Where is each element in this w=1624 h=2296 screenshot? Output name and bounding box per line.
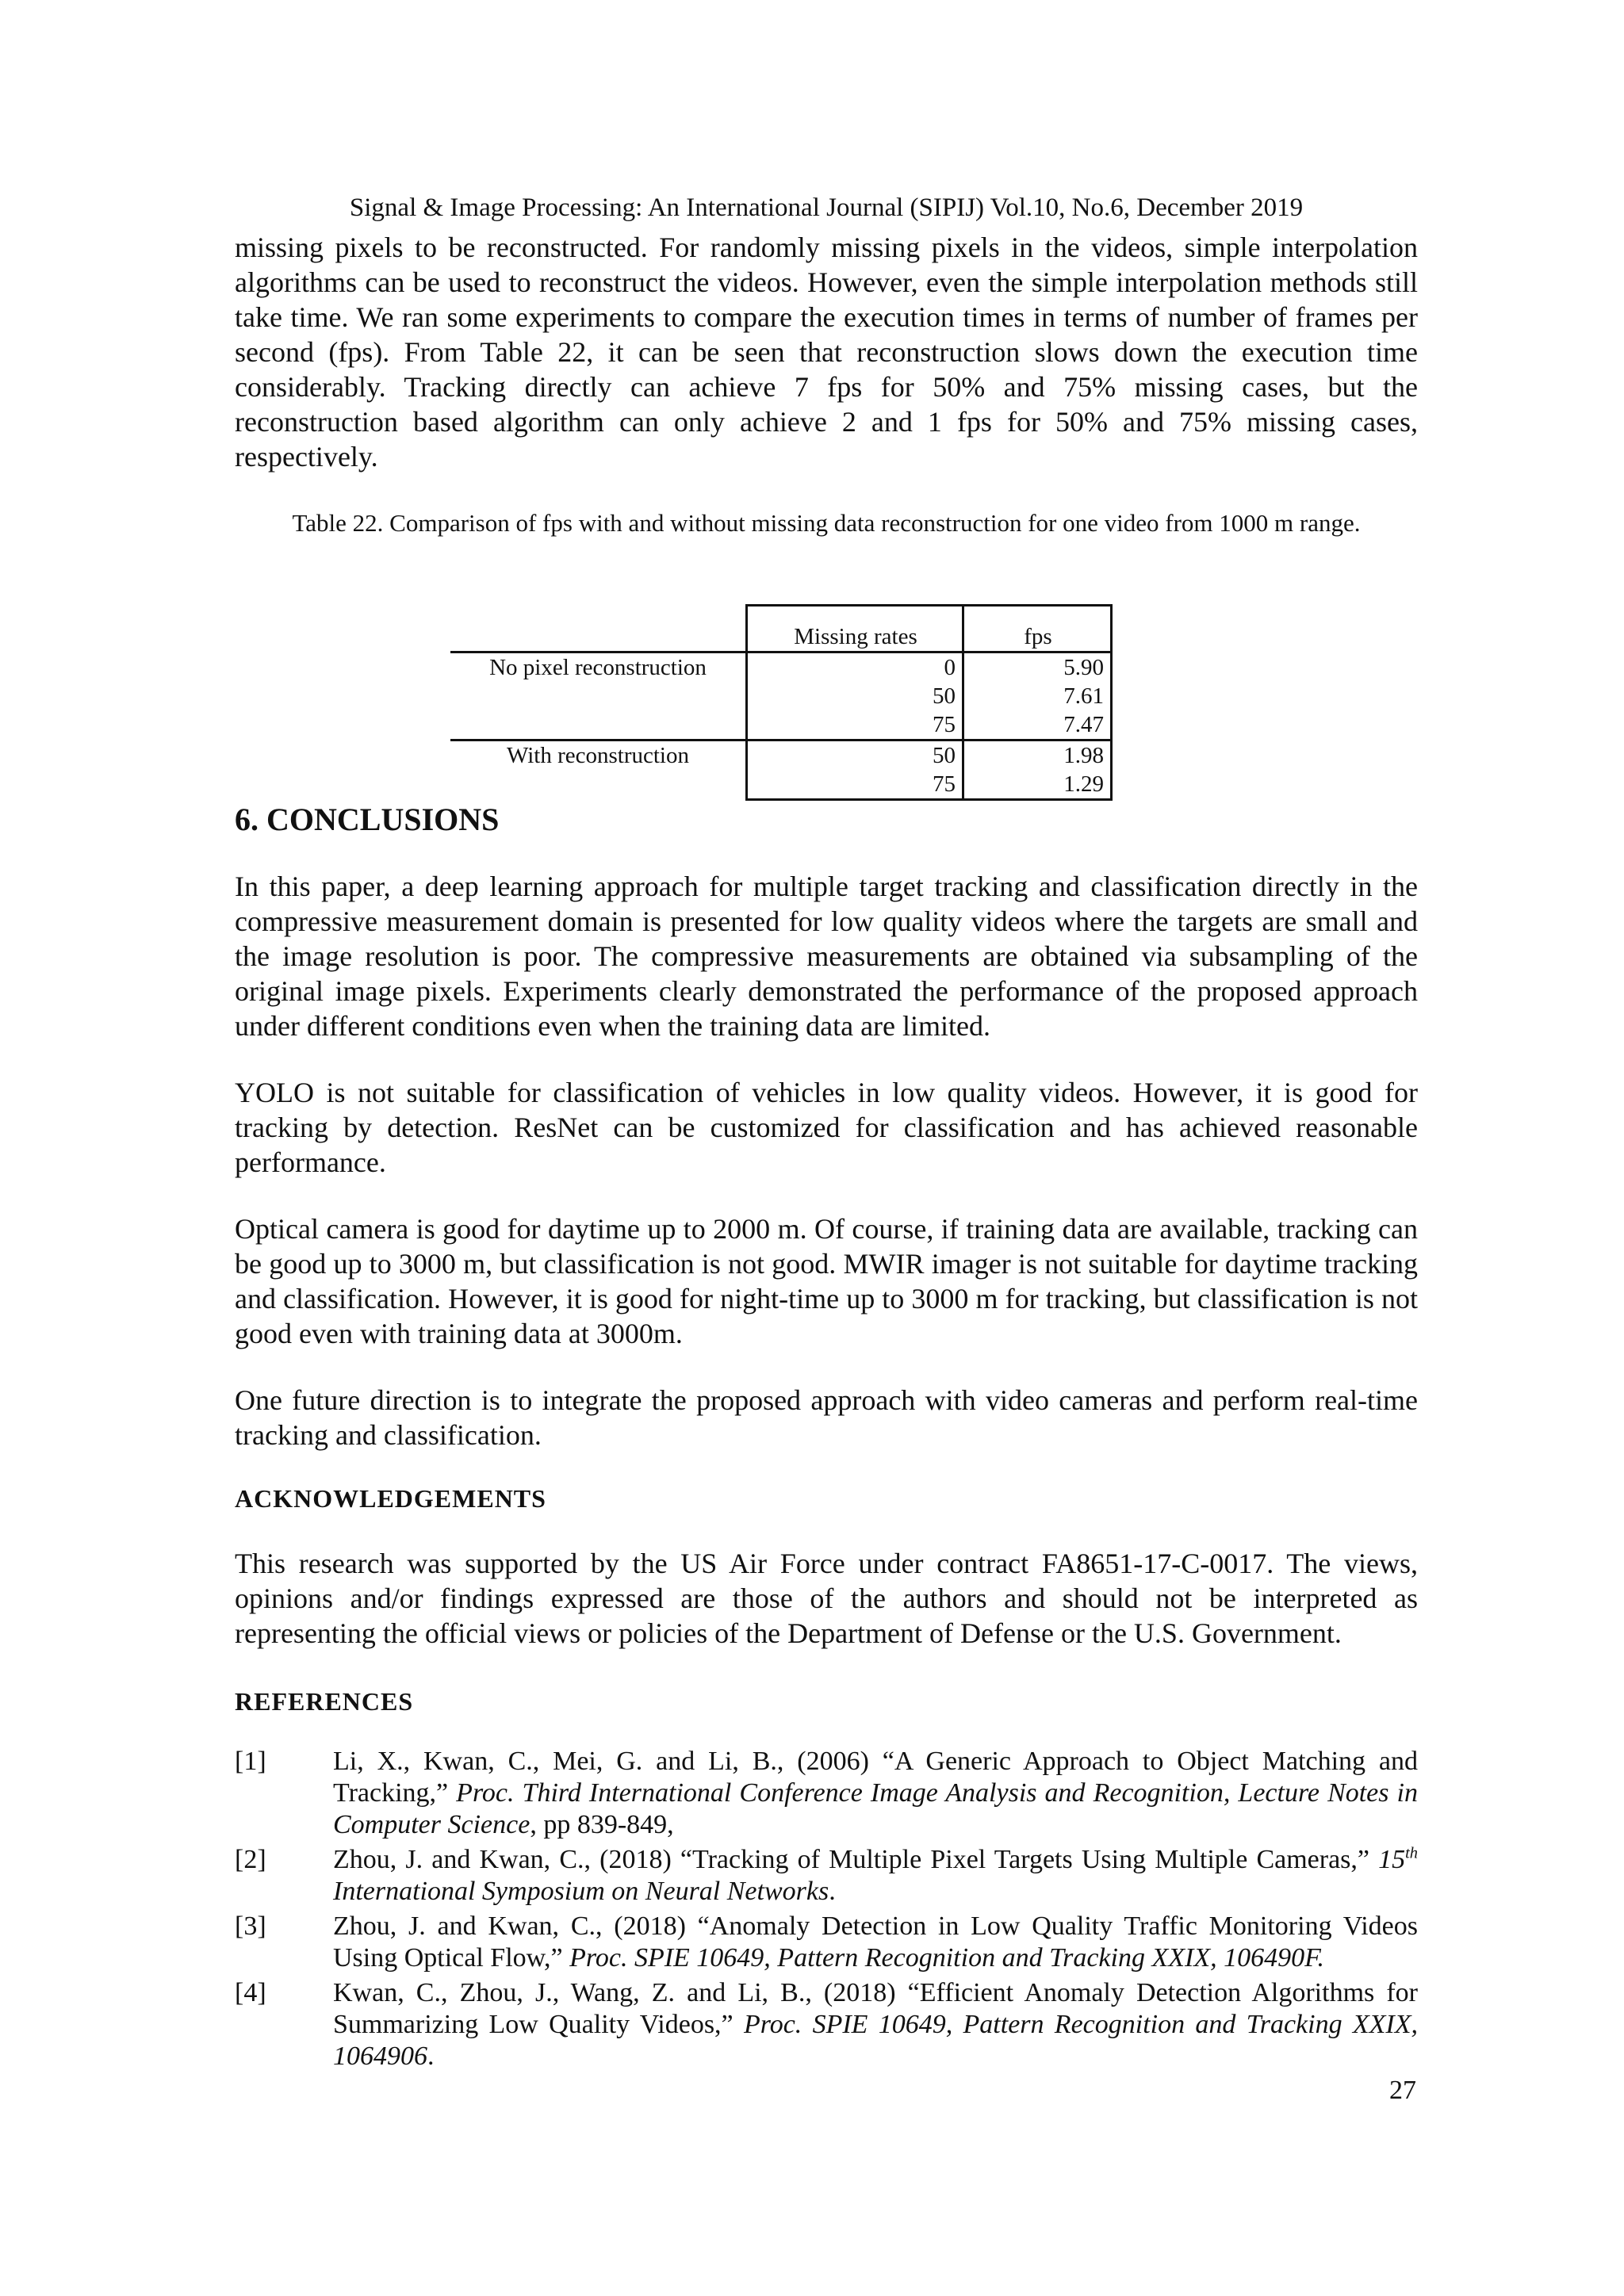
page-number: 27	[1389, 2076, 1416, 2105]
acknowledgements-heading: ACKNOWLEDGEMENTS	[235, 1484, 546, 1513]
reference-number: [3]	[235, 1911, 266, 1941]
reference-number: [4]	[235, 1978, 266, 2007]
table-row	[450, 710, 1112, 740]
conclusions-heading: 6. CONCLUSIONS	[235, 802, 500, 837]
table-caption: Table 22. Comparison of fps with and without missing data reconstruction for one video from 1000 m range.	[292, 509, 1361, 537]
intro-section	[235, 230, 1418, 474]
missing-rate-cell: 0	[747, 652, 963, 683]
conclusions-body	[235, 869, 1418, 1452]
fps-cell: 5.90	[963, 652, 1112, 683]
table-row	[450, 770, 1112, 800]
missing-rate-cell: 50	[747, 740, 963, 771]
header-fps: fps	[963, 606, 1112, 652]
references-list	[235, 1746, 1418, 2076]
reference-text: Zhou, J. and Kwan, C., (2018) “Tracking of Multiple Pixel Targets Using Multiple Cameras,” 15th International Symposium on Neural Networks.	[333, 1844, 1418, 1906]
conclusions-paragraph: One future direction is to integrate the proposed approach with video cameras and perform real-time tracking and classification.	[235, 1384, 1418, 1451]
group-label: With reconstruction	[450, 740, 747, 771]
reference-item	[235, 1746, 1418, 1841]
fps-cell: 7.61	[963, 682, 1112, 710]
references-heading: REFERENCES	[235, 1687, 414, 1716]
acknowledgements-text: This research was supported by the US Air Force under contract FA8651-17-C-0017. The views, opinions and/or findings expressed are those of the authors and should not be interpreted as representing the official views or policies of the Department of Defense or the U.S. Government.	[235, 1548, 1418, 1649]
table-header-row	[450, 606, 1112, 652]
reference-item	[235, 1911, 1418, 1974]
reference-text: Kwan, C., Zhou, J., Wang, Z. and Li, B., (2018) “Efficient Anomaly Detection Algorithms for Summarizing Low Quality Videos,” Proc. SPIE 10649, Pattern Recognition and Tracking XXIX, 1064906.	[333, 1978, 1419, 2071]
header-missing-rates: Missing rates	[747, 606, 963, 652]
table-row	[450, 682, 1112, 710]
fps-cell: 7.47	[963, 710, 1112, 740]
reference-text: Zhou, J. and Kwan, C., (2018) “Anomaly Detection in Low Quality Traffic Monitoring Videos Using Optical Flow,” Proc. SPIE 10649, Pattern Recognition and Tracking XXIX, 106490F.	[333, 1911, 1418, 1973]
missing-rate-cell: 75	[747, 710, 963, 740]
running-header: Signal & Image Processing: An International Journal (SIPIJ) Vol.10, No.6, December 2019	[349, 193, 1304, 222]
reference-number: [2]	[235, 1845, 266, 1874]
table-row	[450, 652, 1112, 683]
reference-item	[235, 1844, 1418, 1908]
missing-rate-cell: 75	[747, 770, 963, 800]
fps-table	[450, 604, 1113, 801]
acknowledgements-body	[235, 1546, 1418, 1651]
missing-rate-cell: 50	[747, 682, 963, 710]
group-label: No pixel reconstruction	[450, 652, 747, 683]
fps-cell: 1.29	[963, 770, 1112, 800]
reference-number: [1]	[235, 1747, 266, 1776]
reference-text: Li, X., Kwan, C., Mei, G. and Li, B., (2006) “A Generic Approach to Object Matching and Tracking,” Proc. Third International Conference Image Analysis and Recognition, Lecture Notes in Computer Science, pp 839-849,	[333, 1747, 1418, 1839]
table-row	[450, 740, 1112, 771]
fps-cell: 1.98	[963, 740, 1112, 771]
conclusions-paragraph: YOLO is not suitable for classification of vehicles in low quality videos. However, it is good for tracking by detection. ResNet can be customized for classification and has achieved reasonable performance.	[235, 1077, 1418, 1178]
conclusions-paragraph: In this paper, a deep learning approach for multiple target tracking and classification directly in the compressive measurement domain is presented for low quality videos where the targets are small and the image resolution is poor. The compressive measurements are obtained via subsampling of the original image pixels. Experiments clearly demonstrated the performance of the proposed approach under different conditions even when the training data are limited.	[235, 871, 1418, 1042]
reference-item	[235, 1977, 1418, 2072]
conclusions-paragraph: Optical camera is good for daytime up to 2000 m. Of course, if training data are available, tracking can be good up to 3000 m, but classification is not good. MWIR imager is not suitable for daytime tracking and classification. However, it is good for night-time up to 3000 m for tracking, but classification is not good even with training data at 3000m.	[235, 1213, 1418, 1349]
intro-paragraph: missing pixels to be reconstructed. For randomly missing pixels in the videos, simple interpolation algorithms can be used to reconstruct the videos. However, even the simple interpolation methods still take time. We ran some experiments to compare the execution times in terms of number of frames per second (fps). From Table 22, it can be seen that reconstruction slows down the execution time considerably. Tracking directly can achieve 7 fps for 50% and 75% missing cases, but the reconstruction based algorithm can only achieve 2 and 1 fps for 50% and 75% missing cases, respectively.	[235, 232, 1418, 473]
